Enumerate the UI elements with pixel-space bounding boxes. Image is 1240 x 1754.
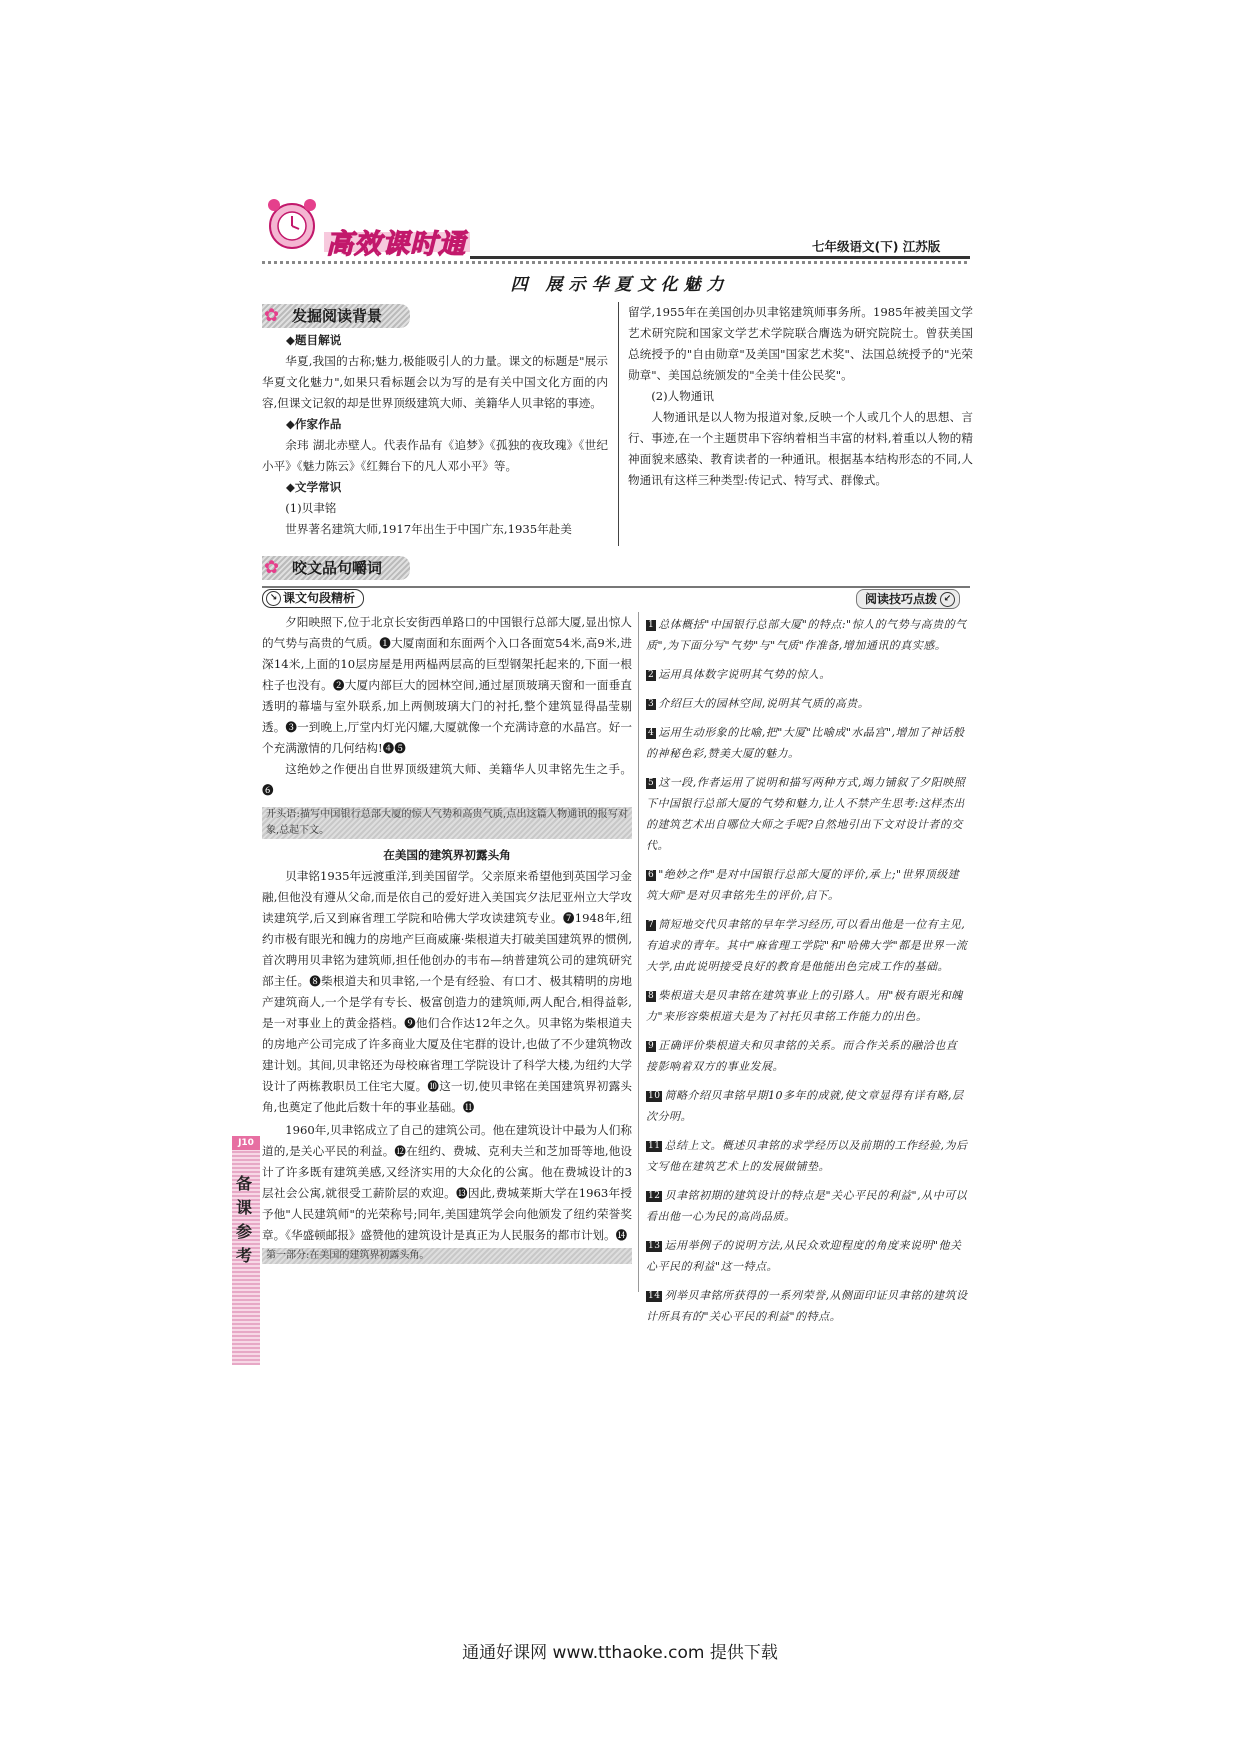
flower-icon: ✿ — [264, 305, 280, 326]
section1-left-column — [262, 330, 608, 540]
page-number: J10 — [232, 1136, 260, 1150]
notes-divider — [638, 612, 639, 1292]
note-item: 9 正确评价柴根道夫和贝聿铭的关系。而合作关系的融洽也直接影响着双方的事业发展。 — [646, 1039, 958, 1073]
section-heading: 发掘阅读背景 — [292, 307, 383, 325]
header-rule — [470, 256, 970, 259]
section1-right-column — [628, 302, 973, 491]
passage-paragraph-4: 1960年,贝聿铭成立了自己的建筑公司。他在建筑设计中最为人们称道的,是关心平民的利益。⓬在纽约、费城、克利夫兰和芝加哥等地,他设计了许多既有建筑美感,又经济实用的大众化的公寓。他在费城设计的3层社会公寓,就很受工薪阶层的欢迎。⓭因此,费城莱斯大学在1963年授予他"人民建筑师"的光荣称号;同年,美国建筑学会向他颁发了纽约荣誉奖章。《华盛顿邮报》盛赞他的建筑设计是真正为人民服务的都市计划。⓮ — [262, 1123, 632, 1242]
part-subtitle: 在美国的建筑界初露头角 — [383, 848, 511, 862]
note-item: 12 贝聿铭初期的建筑设计的特点是"关心平民的利益",从中可以看出他一心为民的高尚品质。 — [646, 1189, 968, 1223]
note-item: 11 总结上文。概述贝聿铭的求学经历以及前期的工作经验,为后文写他在建筑艺术上的发展做铺垫。 — [646, 1139, 968, 1173]
subheading-title-explain: ◆题目解说 — [286, 333, 342, 347]
side-tab-label: 备课参考 — [236, 1174, 253, 1265]
side-tab — [232, 1138, 260, 1365]
note-item: 3 介绍巨大的园林空间,说明其气质的高贵。 — [648, 697, 870, 710]
reading-tips-tag — [856, 589, 960, 609]
section2-rule — [262, 586, 970, 588]
note-item: 5 这一段,作者运用了说明和描写两种方式,竭力铺叙了夕阳映照下中国银行总部大厦的气势和魅力,让人不禁产生思考:这样杰出的建筑艺术出自哪位大师之手呢?自然地引出下文对设计者的交代。 — [646, 776, 966, 852]
flower-icon: ✿ — [264, 557, 280, 578]
section-heading-2: 咬文品句嚼词 — [292, 559, 383, 577]
note-item: 7 简短地交代贝聿铭的早年学习经历,可以看出他是一位有主见,有追求的青年。其中"麻省理工学院"和"哈佛大学"都是世界一流大学,由此说明接受良好的教育是他能出色完成工作的基础。 — [646, 918, 968, 973]
text-analysis-tag — [262, 589, 364, 608]
note-item: 10 简略介绍贝聿铭早期10多年的成就,使文章显得有详有略,层次分明。 — [646, 1089, 964, 1123]
page-title: 四 展示华夏文化魅力 — [510, 275, 730, 295]
item-report: (2)人物通讯 — [651, 389, 714, 403]
note-item: 2 运用具体数字说明其气势的惊人。 — [648, 668, 831, 681]
note-item: 6 "绝妙之作"是对中国银行总部大厦的评价,承上;"世界顶级建筑大师"是对贝聿铭先生的评价,启下。 — [646, 868, 960, 902]
author-text: 余玮 湖北赤壁人。代表作品有《追梦》《孤独的夜玫瑰》《世纪小平》《魅力陈云》《红舞台下的凡人邓小平》等。 — [262, 438, 608, 473]
passage-paragraph-2: 这绝妙之作便出自世界顶级建筑大师、美籍华人贝聿铭先生之手。❻ — [262, 762, 632, 797]
brand-name: 高效课时通 — [326, 229, 466, 260]
note-item: 14 列举贝聿铭所获得的一系列荣誉,从侧面印证贝聿铭的建筑设计所具有的"关心平民的利益"的特点。 — [646, 1289, 968, 1323]
notes-column — [646, 614, 968, 1335]
column-divider — [618, 302, 619, 546]
section-heading-background-2 — [262, 556, 410, 580]
section-heading-background — [262, 304, 410, 328]
note-item: 4 运用生动形象的比喻,把"大厦"比喻成"水晶宫",增加了神话般的神秘色彩,赞美大厦的魅力。 — [646, 726, 965, 760]
arrow-icon: ↘ — [266, 591, 281, 606]
text-analysis-label: 课文句段精析 — [283, 591, 356, 605]
note-item: 1 总体概括"中国银行总部大厦"的特点:"惊人的气势与高贵的气质",为下面分写"气势"与"气质"作准备,增加通讯的真实感。 — [646, 618, 967, 652]
bei-yuming-text-continued: 留学,1955年在美国创办贝聿铭建筑师事务所。1985年被美国文学艺术研究院和国家文学艺术学院联合膺选为研究院院士。曾获美国总统授予的"自由勋章"及美国"国家艺术奖"、法国总统授予的"光荣勋章"、美国总统颁发的"全美十佳公民奖"。 — [628, 305, 973, 382]
summary-bar-2: 第一部分:在美国的建筑界初露头角。 — [262, 1248, 632, 1264]
title-explain-text: 华夏,我国的古称;魅力,极能吸引人的力量。课文的标题是"展示华夏文化魅力",如果只看标题会以为写的是有关中国文化方面的内容,但课文记叙的却是世界顶级建筑大师、美籍华人贝聿铭的事迹。 — [262, 354, 608, 410]
footer-credit: 通通好课网 www.tthaoke.com 提供下载 — [462, 1643, 778, 1663]
summary-bar-1: 开头语:描写中国银行总部大厦的惊人气势和高贵气质,点出这篇人物通讯的报写对象,总起下文。 — [262, 807, 632, 839]
header-dash-rule — [262, 261, 970, 264]
note-item: 8 柴根道夫是贝聿铭在建筑事业上的引路人。用"极有眼光和魄力"来形容柴根道夫是为了衬托贝聿铭工作能力的出色。 — [646, 989, 963, 1023]
bei-yuming-text: 世界著名建筑大师,1917年出生于中国广东,1935年赴美 — [285, 522, 572, 536]
subheading-author: ◆作家作品 — [286, 417, 342, 431]
analysis-main-column — [262, 612, 632, 1264]
grade-label: 七年级语文(下) 江苏版 — [812, 239, 941, 254]
reading-tips-label: 阅读技巧点拨 — [865, 592, 938, 606]
subheading-literary: ◆文学常识 — [286, 480, 342, 494]
item-bei-yuming: (1)贝聿铭 — [285, 501, 337, 515]
passage-paragraph-1: 夕阳映照下,位于北京长安街西单路口的中国银行总部大厦,显出惊人的气势与高贵的气质。❶大厦南面和东面两个入口各面宽54米,高9米,进深14米,上面的10层房屋是用两榀两层高的巨型钢架托起来的,下面一根柱子也没有。❷大厦内部巨大的园林空间,通过屋顶玻璃天窗和一面垂直透明的幕墙与室外联系,加上两侧玻璃大门的衬托,整个建筑显得晶莹剔透。❸一到晚上,厅堂内灯光闪耀,大厦就像一个充满诗意的水晶宫。好一个充满激情的几何结构!❹❺ — [262, 615, 632, 755]
report-text: 人物通讯是以人物为报道对象,反映一个人或几个人的思想、言行、事迹,在一个主题贯串下容纳着相当丰富的材料,着重以人物的精神面貌来感染、教育读者的一种通讯。根据基本结构形态的不同,人物通讯有这样三种类型:传记式、特写式、群像式。 — [628, 410, 973, 487]
note-item: 13 运用举例子的说明方法,从民众欢迎程度的角度来说明"他关心平民的利益"这一特点。 — [646, 1239, 962, 1273]
passage-paragraph-3: 贝聿铭1935年远渡重洋,到美国留学。父亲原来希望他到英国学习金融,但他没有遵从父命,而是依自己的爱好进入美国宾夕法尼亚州立大学攻读建筑学,后又到麻省理工学院和哈佛大学攻读建筑专业。❼1948年,纽约市极有眼光和魄力的房地产巨商威廉·柴根道夫打破美国建筑界的惯例,首次聘用贝聿铭为建筑师,担任他创办的韦布—纳普建筑公司的建筑研究部主任。❽柴根道夫和贝聿铭,一个是有经验、有口才、极其精明的房地产建筑商人,一个是学有专长、极富创造力的建筑师,两人配合,相得益彰,是一对事业上的黄金搭档。❾他们合作达12年之久。贝聿铭为柴根道夫的房地产公司完成了许多商业大厦及住宅群的设计,也做了不少建筑物改建计划。其间,贝聿铭还为母校麻省理工学院设计了科学大楼,为纽约大学设计了两栋教职员工住宅大厦。❿这一切,使贝聿铭在美国建筑界初露头角,也奠定了他此后数十年的事业基础。⓫ — [262, 869, 632, 1114]
arrow-icon: ↙ — [940, 592, 955, 607]
